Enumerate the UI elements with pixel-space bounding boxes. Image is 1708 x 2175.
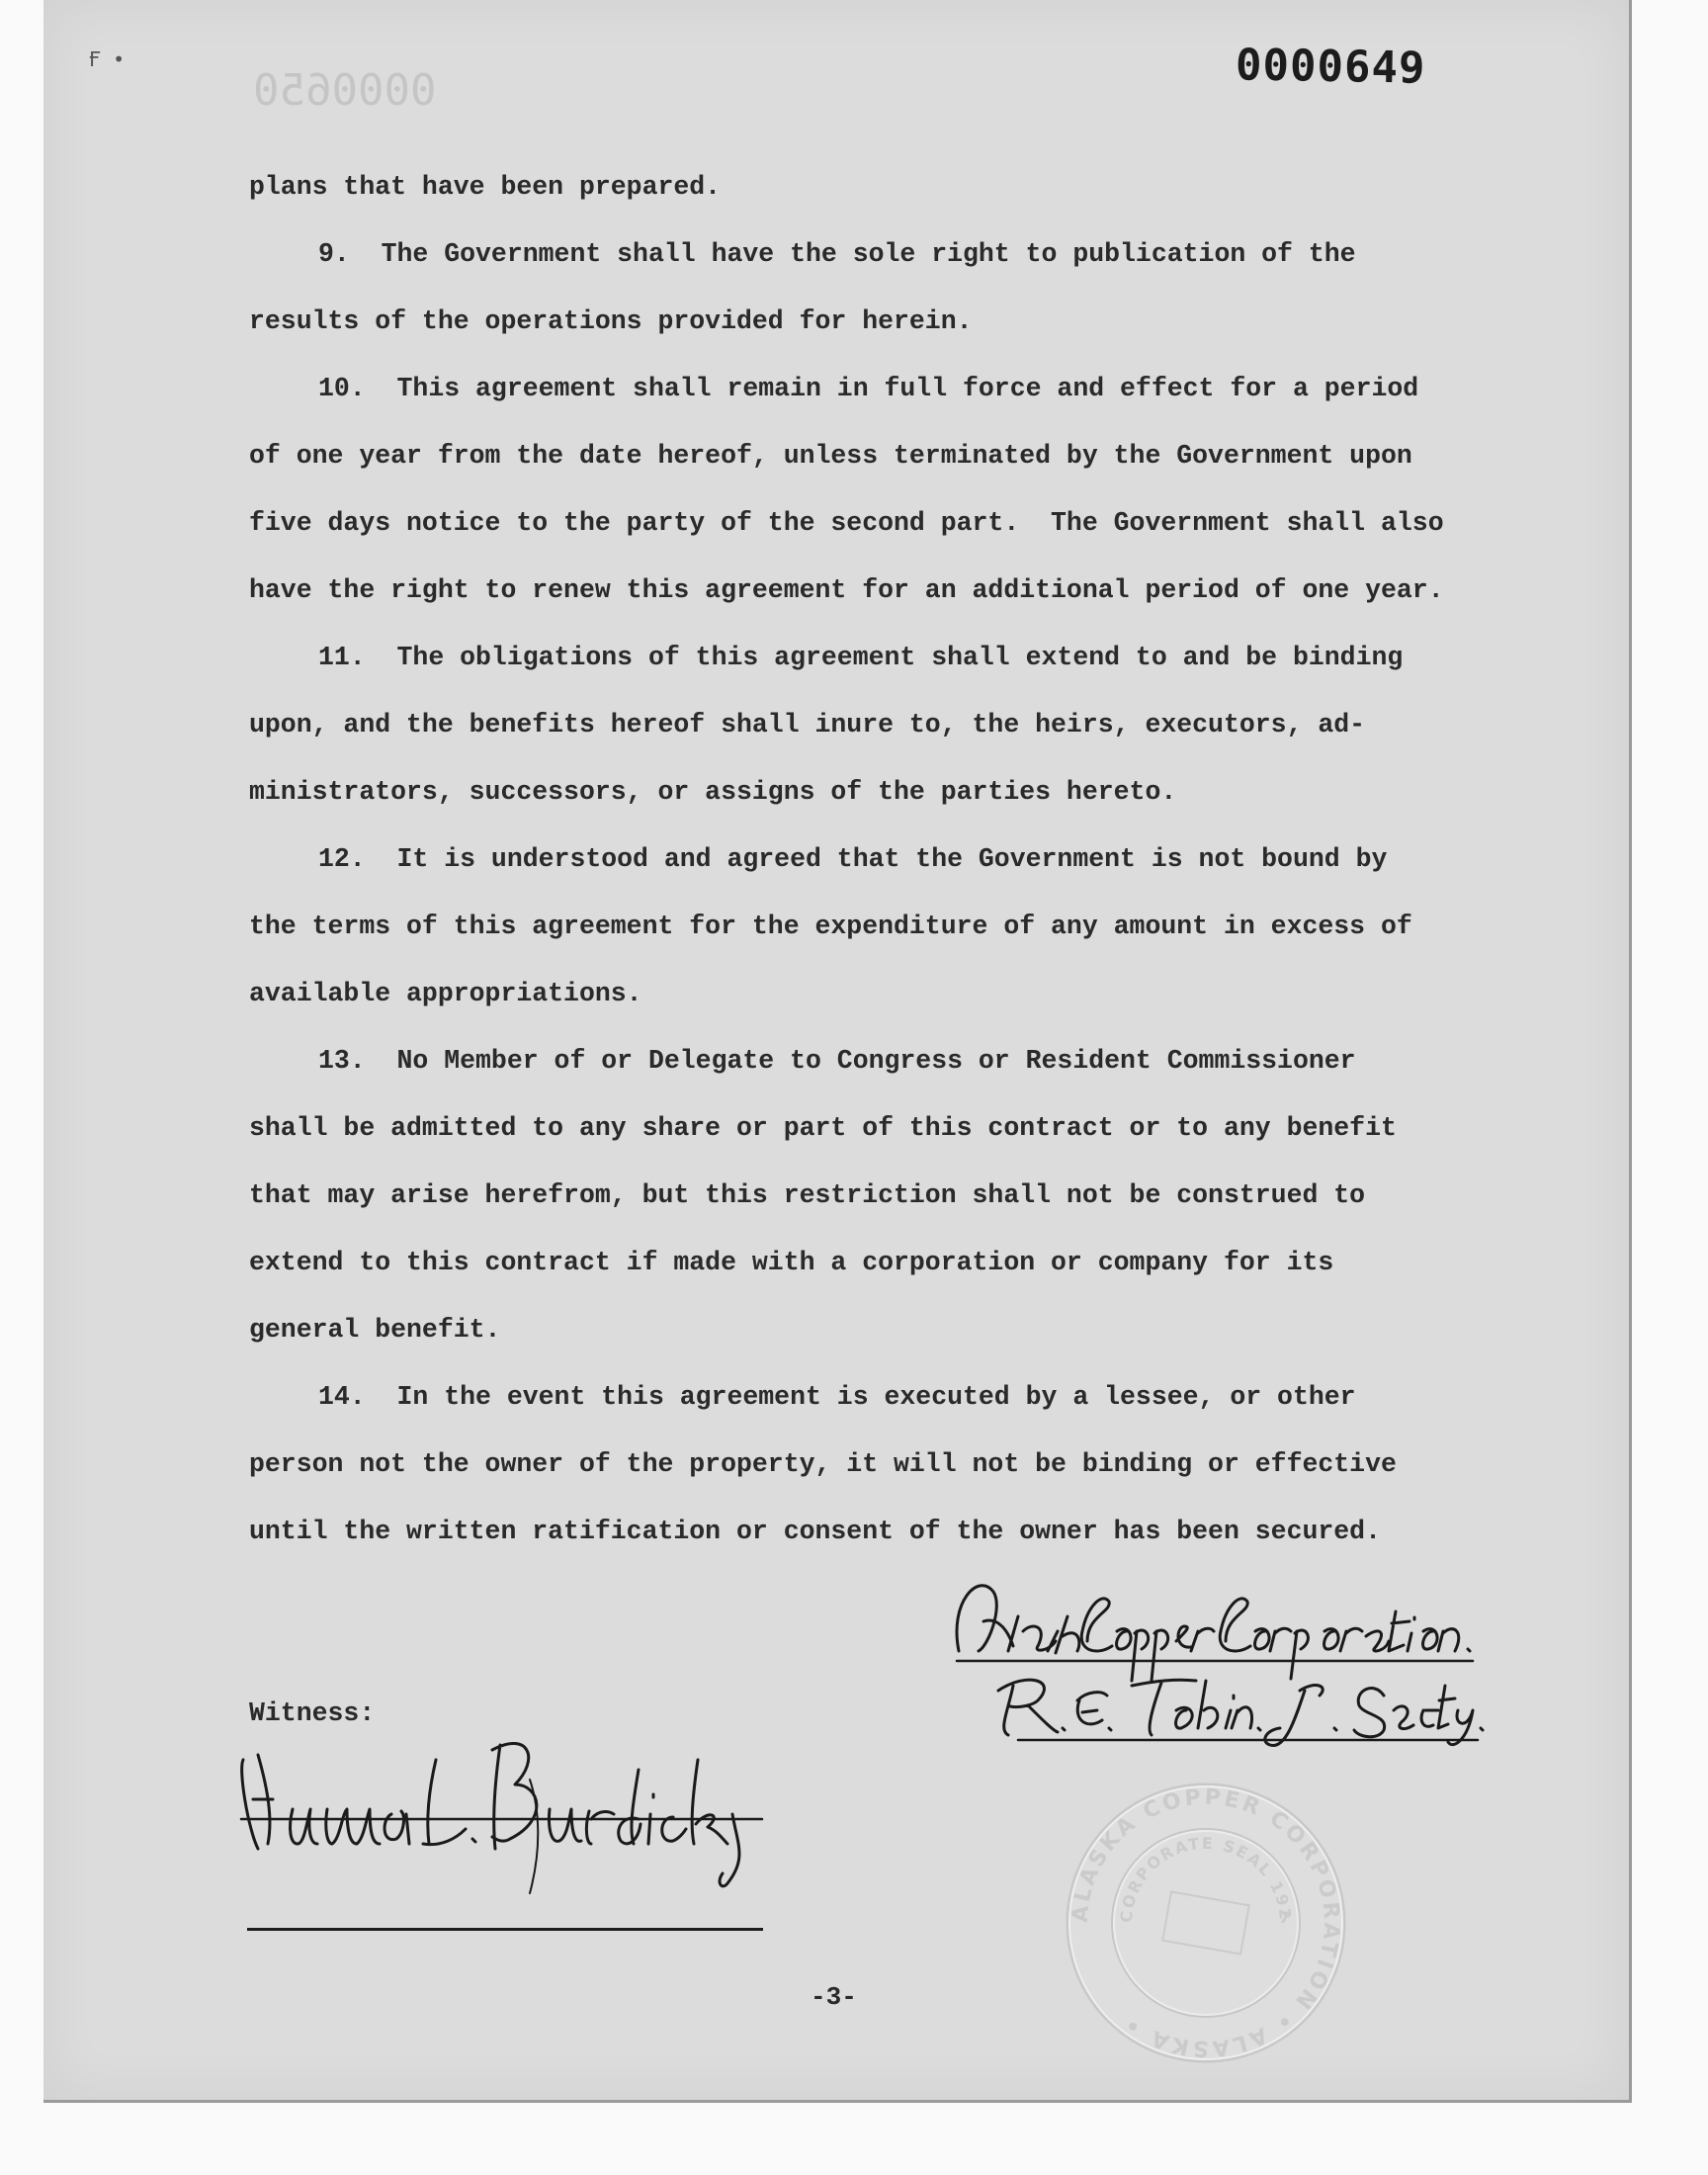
corner-marks: Ғ • [89, 47, 126, 71]
witness-signature [233, 1700, 767, 1898]
body-line: ministrators, successors, or assigns of the parties hereto. [249, 777, 1177, 807]
body-line: extend to this contract if made with a corporation or company for its [249, 1248, 1334, 1277]
body-line: 13. No Member of or Delegate to Congress or Resident Commissioner [318, 1046, 1356, 1076]
agreement-body [249, 153, 1534, 1565]
body-line: upon, and the benefits hereof shall inure to, the heirs, executors, ad- [249, 710, 1366, 740]
body-line: results of the operations provided for herein. [249, 306, 973, 336]
body-line: general benefit. [249, 1315, 501, 1345]
document-number-stamp: 0000649 [1235, 40, 1426, 94]
body-line: that may arise herefrom, but this restriction shall not be construed to [249, 1180, 1366, 1210]
seal-inner-text: CORPORATE SEAL 1927 [1116, 1833, 1296, 1928]
body-line: 14. In the event this agreement is executed by a lessee, or other [318, 1382, 1356, 1412]
body-line: available appropriations. [249, 979, 642, 1008]
body-line: 11. The obligations of this agreement shall extend to and be binding [318, 643, 1404, 672]
corporate-seal [1063, 1780, 1349, 2066]
bleed-through-number: 0000650 [253, 65, 437, 116]
body-line: plans that have been prepared. [249, 172, 722, 202]
body-line: until the written ratification or consent of the owner has been secured. [249, 1517, 1381, 1546]
body-line: 12. It is understood and agreed that the Government is not bound by [318, 844, 1388, 874]
witness-signature-line [247, 1928, 763, 1931]
witness-label: Witness: [249, 1698, 376, 1728]
company-signature [939, 1562, 1532, 1750]
body-line: the terms of this agreement for the expenditure of any amount in excess of [249, 912, 1412, 941]
body-line: have the right to renew this agreement for an additional period of one year. [249, 575, 1444, 605]
body-line: 10. This agreement shall remain in full force and effect for a period [318, 374, 1419, 403]
body-line: shall be admitted to any share or part of this contract or to any benefit [249, 1113, 1397, 1143]
body-line: person not the owner of the property, it will not be binding or effective [249, 1449, 1397, 1479]
body-line: 9. The Government shall have the sole right to publication of the [318, 239, 1356, 269]
seal-outer-text: ALASKA COPPER CORPORATION • ALASKA • [1068, 1784, 1344, 2061]
body-line: of one year from the date hereof, unless terminated by the Government upon [249, 441, 1412, 471]
body-line: five days notice to the party of the second part. The Government shall also [249, 508, 1444, 538]
page-number: -3- [811, 1982, 857, 2012]
